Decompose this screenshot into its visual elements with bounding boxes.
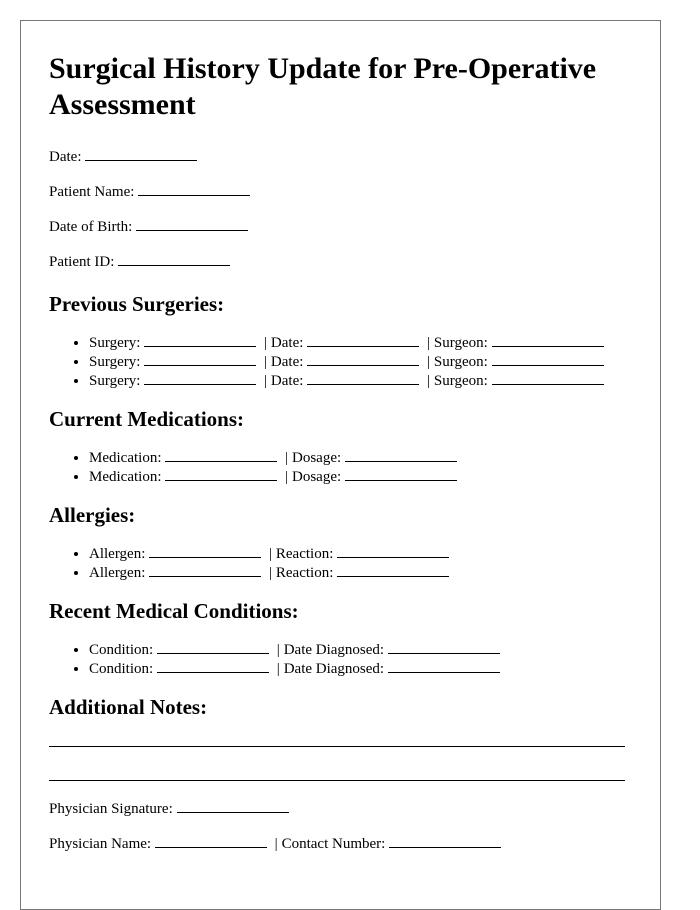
contact-number-label: Contact Number: xyxy=(281,836,386,852)
surgery-date-blank[interactable] xyxy=(307,371,419,385)
page-title: Surgical History Update for Pre-Operative Assessment xyxy=(49,52,597,121)
separator: | xyxy=(426,354,430,370)
dosage-blank[interactable] xyxy=(345,448,457,462)
separator: | xyxy=(426,373,430,389)
surgery-blank[interactable] xyxy=(144,352,256,366)
condition-blank[interactable] xyxy=(157,640,269,654)
reaction-blank[interactable] xyxy=(337,563,449,577)
separator: | xyxy=(276,661,280,677)
signature-blank[interactable] xyxy=(177,799,289,813)
list-item xyxy=(89,333,632,352)
date-label: Date: xyxy=(270,354,304,370)
current-medications-list xyxy=(49,448,632,486)
patient-name-label: Patient Name: xyxy=(49,184,135,200)
list-item xyxy=(89,467,632,486)
recent-conditions-heading: Recent Medical Conditions: xyxy=(49,599,299,623)
surgery-date-blank[interactable] xyxy=(307,352,419,366)
allergen-label: Allergen: xyxy=(89,565,146,581)
separator: | xyxy=(284,450,288,466)
separator: | xyxy=(268,546,272,562)
dosage-label: Dosage: xyxy=(292,469,342,485)
surgery-date-blank[interactable] xyxy=(307,333,419,347)
signature-label: Physician Signature: xyxy=(49,801,173,817)
dob-label: Date of Birth: xyxy=(49,219,133,235)
surgeon-label: Surgeon: xyxy=(433,335,488,351)
date-label: Date: xyxy=(49,149,82,165)
surgeon-blank[interactable] xyxy=(492,371,604,385)
previous-surgeries-list xyxy=(49,333,632,390)
contact-number-blank[interactable] xyxy=(389,834,501,848)
surgery-blank[interactable] xyxy=(144,371,256,385)
date-diagnosed-blank[interactable] xyxy=(388,640,500,654)
dob-field xyxy=(49,217,632,236)
form-page xyxy=(20,20,661,910)
list-item xyxy=(89,563,632,582)
list-item xyxy=(89,544,632,563)
notes-line[interactable] xyxy=(49,780,625,781)
list-item xyxy=(89,659,632,678)
separator: | xyxy=(426,335,430,351)
date-blank[interactable] xyxy=(85,147,197,161)
date-label: Date: xyxy=(270,335,304,351)
separator: | xyxy=(274,836,278,852)
date-diagnosed-label: Date Diagnosed: xyxy=(283,661,385,677)
patient-name-blank[interactable] xyxy=(138,182,250,196)
surgeon-blank[interactable] xyxy=(492,352,604,366)
notes-line[interactable] xyxy=(49,746,625,747)
medication-label: Medication: xyxy=(89,450,162,466)
condition-blank[interactable] xyxy=(157,659,269,673)
recent-conditions-list xyxy=(49,640,632,678)
allergies-list xyxy=(49,544,632,582)
patient-id-blank[interactable] xyxy=(118,252,230,266)
date-diagnosed-label: Date Diagnosed: xyxy=(283,642,385,658)
condition-label: Condition: xyxy=(89,642,154,658)
medication-blank[interactable] xyxy=(165,448,277,462)
allergies-heading: Allergies: xyxy=(49,503,136,527)
separator: | xyxy=(284,469,288,485)
separator: | xyxy=(263,373,267,389)
list-item xyxy=(89,640,632,659)
allergen-label: Allergen: xyxy=(89,546,146,562)
physician-name-label: Physician Name: xyxy=(49,836,152,852)
dosage-label: Dosage: xyxy=(292,450,342,466)
physician-name-blank[interactable] xyxy=(155,834,267,848)
condition-label: Condition: xyxy=(89,661,154,677)
allergen-blank[interactable] xyxy=(149,544,261,558)
date-diagnosed-blank[interactable] xyxy=(388,659,500,673)
surgery-blank[interactable] xyxy=(144,333,256,347)
patient-id-field xyxy=(49,252,632,271)
date-label: Date: xyxy=(270,373,304,389)
dob-blank[interactable] xyxy=(136,217,248,231)
list-item xyxy=(89,352,632,371)
separator: | xyxy=(276,642,280,658)
surgery-label: Surgery: xyxy=(89,373,141,389)
separator: | xyxy=(263,335,267,351)
list-item xyxy=(89,448,632,467)
allergen-blank[interactable] xyxy=(149,563,261,577)
reaction-blank[interactable] xyxy=(337,544,449,558)
date-field xyxy=(49,147,632,166)
dosage-blank[interactable] xyxy=(345,467,457,481)
surgery-label: Surgery: xyxy=(89,335,141,351)
surgeon-label: Surgeon: xyxy=(433,373,488,389)
surgeon-label: Surgeon: xyxy=(433,354,488,370)
physician-signature-field xyxy=(49,799,632,818)
patient-id-label: Patient ID: xyxy=(49,254,115,270)
reaction-label: Reaction: xyxy=(275,565,334,581)
medication-blank[interactable] xyxy=(165,467,277,481)
medication-label: Medication: xyxy=(89,469,162,485)
surgeon-blank[interactable] xyxy=(492,333,604,347)
reaction-label: Reaction: xyxy=(275,546,334,562)
previous-surgeries-heading: Previous Surgeries: xyxy=(49,292,225,316)
patient-name-field xyxy=(49,182,632,201)
current-medications-heading: Current Medications: xyxy=(49,407,244,431)
list-item xyxy=(89,371,632,390)
separator: | xyxy=(268,565,272,581)
physician-contact-field xyxy=(49,834,632,853)
surgery-label: Surgery: xyxy=(89,354,141,370)
additional-notes-heading: Additional Notes: xyxy=(49,695,208,719)
separator: | xyxy=(263,354,267,370)
